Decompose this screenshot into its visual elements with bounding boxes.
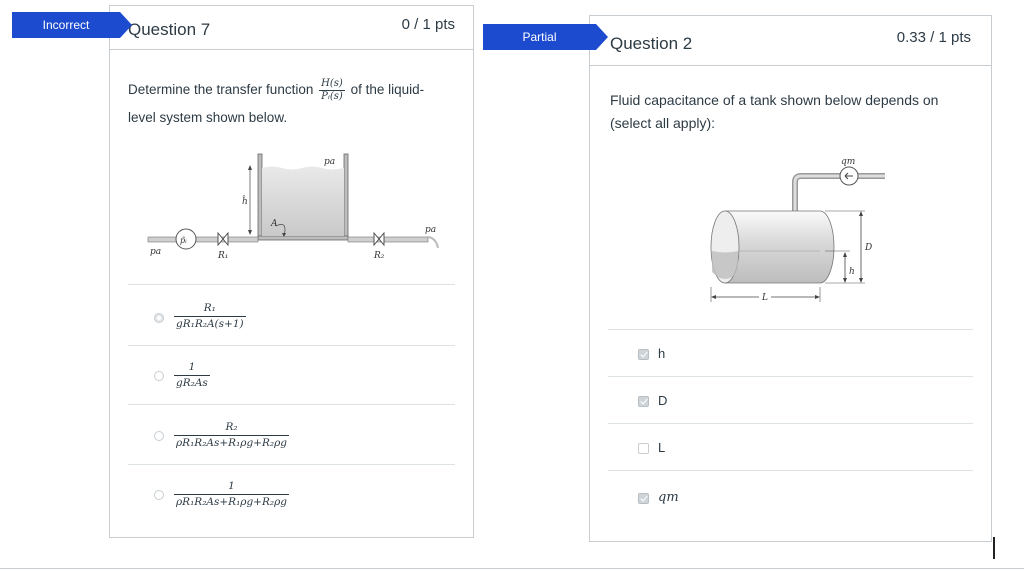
label-pa-right: pa xyxy=(425,225,437,235)
question-text xyxy=(128,76,458,132)
label-D: D xyxy=(865,243,873,253)
text-cursor xyxy=(993,537,995,559)
answer-fraction xyxy=(174,421,289,450)
label-R1: R₁ xyxy=(218,251,229,261)
option-checkbox[interactable] xyxy=(638,493,649,504)
question-2-card xyxy=(589,15,992,542)
fraction-denominator: Pᵢ(s) xyxy=(321,90,343,102)
option-qm[interactable] xyxy=(608,470,973,521)
answer-option-1[interactable] xyxy=(128,284,455,345)
option-label: L xyxy=(658,440,666,455)
answer-numerator: R₁ xyxy=(174,302,246,317)
horizontal-tank-figure xyxy=(695,154,895,309)
answer-fraction xyxy=(174,302,246,331)
option-checkbox[interactable] xyxy=(638,349,649,360)
option-label: qm xyxy=(658,490,679,505)
answer-numerator: 1 xyxy=(174,361,210,376)
answer-option-4[interactable] xyxy=(128,464,455,525)
label-A: A xyxy=(271,219,278,229)
transfer-function-fraction xyxy=(319,78,345,103)
question-text-part: Determine the transfer function xyxy=(128,82,314,97)
answer-fraction xyxy=(174,480,289,509)
label-R2: R₂ xyxy=(374,251,385,261)
option-L[interactable] xyxy=(608,423,973,471)
option-h[interactable] xyxy=(608,329,973,377)
answer-denominator: gR₂As xyxy=(176,377,208,389)
label-pa-left: pa xyxy=(150,247,162,257)
option-label: h xyxy=(658,346,666,361)
fraction-numerator: H(s) xyxy=(319,78,345,91)
question-text-line: Fluid capacitance of a tank shown below depends on xyxy=(610,92,939,108)
answer-radio[interactable] xyxy=(154,371,164,381)
question-7-header xyxy=(110,6,473,50)
label-L: L xyxy=(762,293,768,303)
option-checkbox[interactable] xyxy=(638,443,649,454)
answer-numerator: 1 xyxy=(174,480,289,495)
question-text-line: level system shown below. xyxy=(128,110,288,125)
label-qm: qm xyxy=(841,157,856,167)
option-checkbox[interactable] xyxy=(638,396,649,407)
question-text-part: of the liquid- xyxy=(350,82,425,97)
answer-radio[interactable] xyxy=(154,431,164,441)
answer-numerator: R₂ xyxy=(174,421,289,436)
question-title: Question 7 xyxy=(128,20,211,39)
answer-radio[interactable] xyxy=(154,313,164,323)
question-points: 0.33 / 1 pts xyxy=(896,29,971,46)
label-h: ĥ xyxy=(242,197,248,207)
answer-denominator: ρR₁R₂As+R₁ρg+R₂ρg xyxy=(176,437,287,449)
incorrect-flag xyxy=(12,12,120,38)
question-7-card xyxy=(109,5,474,538)
flag-label: Incorrect xyxy=(42,18,90,32)
answer-denominator: ρR₁R₂As+R₁ρg+R₂ρg xyxy=(176,496,287,508)
answer-fraction xyxy=(174,361,210,390)
label-pi: p̂ᵢ xyxy=(180,236,187,245)
page-divider xyxy=(0,568,1024,569)
answer-denominator: gR₁R₂A(s+1) xyxy=(176,318,244,330)
label-h: h xyxy=(849,267,855,277)
question-2-header xyxy=(590,16,991,66)
question-text xyxy=(610,89,980,135)
answer-option-3[interactable] xyxy=(128,404,455,464)
question-points: 0 / 1 pts xyxy=(401,16,455,33)
liquid-level-system-figure xyxy=(138,146,448,266)
answer-option-2[interactable] xyxy=(128,345,455,404)
option-label: D xyxy=(658,393,668,408)
option-D[interactable] xyxy=(608,376,973,424)
partial-flag xyxy=(483,24,596,50)
flag-label: Partial xyxy=(522,30,557,44)
answer-radio[interactable] xyxy=(154,490,164,500)
question-title: Question 2 xyxy=(610,34,693,53)
label-pa-top: pa xyxy=(324,157,336,167)
question-text-line: (select all apply): xyxy=(610,115,716,131)
